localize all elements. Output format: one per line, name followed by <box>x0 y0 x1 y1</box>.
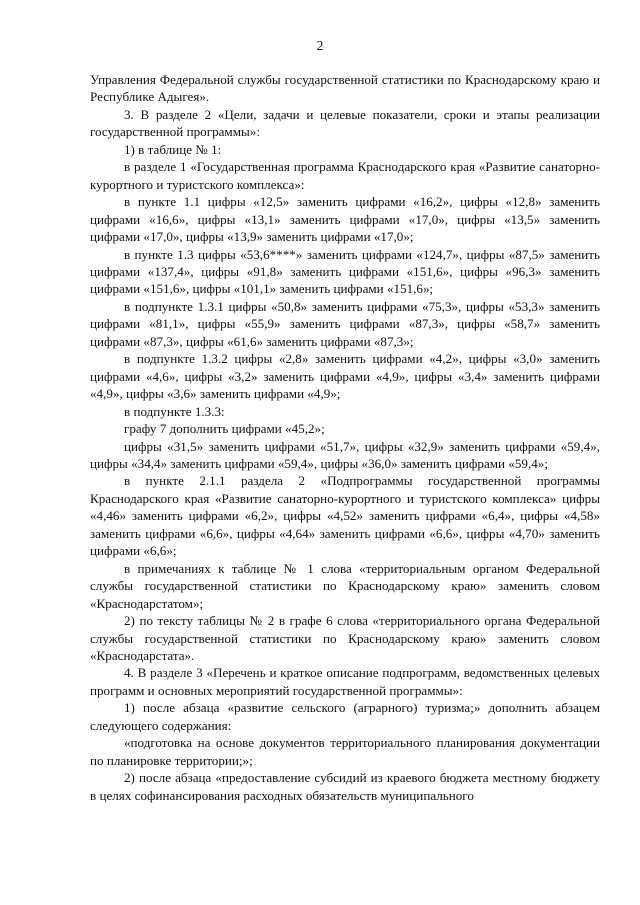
paragraph: цифры «31,5» заменить цифрами «51,7», цифры «32,9» заменить цифрами «59,4», цифры «34,4» заменить цифрами «59,4», цифры «36,0» заменить цифрами «59,4»; <box>90 438 600 471</box>
paragraph: графу 7 дополнить цифрами «45,2»; <box>124 421 325 437</box>
paragraph: 1) после абзаца «развитие сельского (аграрного) туризма;» дополнить абзацем следующего содержания: <box>90 700 600 733</box>
paragraph: 2) по тексту таблицы № 2 в графе 6 слова «территориального органа Федеральной службы государственной статистики по Краснодарскому краю» заменить словом «Краснодарстата». <box>90 613 600 663</box>
paragraph: 1) в таблице № 1: <box>124 141 222 157</box>
paragraph: 3. В разделе 2 «Цели, задачи и целевые показатели, сроки и этапы реализации государственной программы»: <box>90 106 600 140</box>
paragraph: «подготовка на основе документов территориального планирования документации по планировке территории;»; <box>90 735 600 768</box>
paragraph: в пункте 2.1.1 раздела 2 «Подпрограммы государственной программы Краснодарского края «Развитие санаторно-курортного и туристского комплекса» цифры «4,46» заменить цифрами «6,2», цифры «4,52» заменить цифрами «6,4», цифры «4,58» заменить цифрами «6,6», цифры «4,64» заменить цифрами «6,6», цифры «4,70» заменить цифрами «6,6»; <box>90 473 600 559</box>
paragraph: в примечаниях к таблице № 1 слова «территориальным органом Федеральной службы государственной статистики по Краснодарскому краю» заменить словом «Краснодарстатом»; <box>90 560 600 611</box>
paragraph: в подпункте 1.3.1 цифры «50,8» заменить цифрами «75,3», цифры «53,3» заменить цифрами «81,1», цифры «55,9» заменить цифрами «87,3», цифры «58,7» заменить цифрами «87,3», цифры «61,6» заменить цифрами «87,3»; <box>90 298 600 349</box>
page-number: 2 <box>316 38 324 53</box>
paragraph: в разделе 1 «Государственная программа Краснодарского края «Развитие санаторно-курортного и туристского комплекса»: <box>90 159 600 192</box>
paragraph: Управления Федеральной службы государственной статистики по Краснодарскому краю и Республике Адыгея». <box>90 72 600 105</box>
paragraph: в подпункте 1.3.3: <box>124 403 225 419</box>
paragraph: в подпункте 1.3.2 цифры «2,8» заменить цифрами «4,2», цифры «3,0» заменить цифрами «4,6», цифры «3,2» заменить цифрами «4,9», цифры «3,4» заменить цифрами «4,9», цифры «3,6» заменить цифрами «4,9»; <box>90 351 600 402</box>
document-body <box>90 71 600 804</box>
paragraph: 4. В разделе 3 «Перечень и краткое описание подпрограмм, ведомственных целевых программ и основных мероприятий государственной программы»: <box>90 665 600 698</box>
paragraph: в пункте 1.3 цифры «53,6****» заменить цифрами «124,7», цифры «87,5» заменить цифрами «137,4», цифры «91,8» заменить цифрами «151,6», цифры «96,3» заменить цифрами «151,6», цифры «101,1» заменить цифрами «151,6»; <box>90 246 600 297</box>
paragraph: в пункте 1.1 цифры «12,5» заменить цифрами «16,2», цифры «12,8» заменить цифрами «16,6», цифры «13,1» заменить цифрами «17,0», цифры «13,5» заменить цифрами «17,0», цифры «13,9» заменить цифрами «17,0»; <box>90 194 600 245</box>
paragraph: 2) после абзаца «предоставление субсидий из краевого бюджета местному бюджету в целях софинансирования расходных обязательств муниципального <box>90 770 600 803</box>
